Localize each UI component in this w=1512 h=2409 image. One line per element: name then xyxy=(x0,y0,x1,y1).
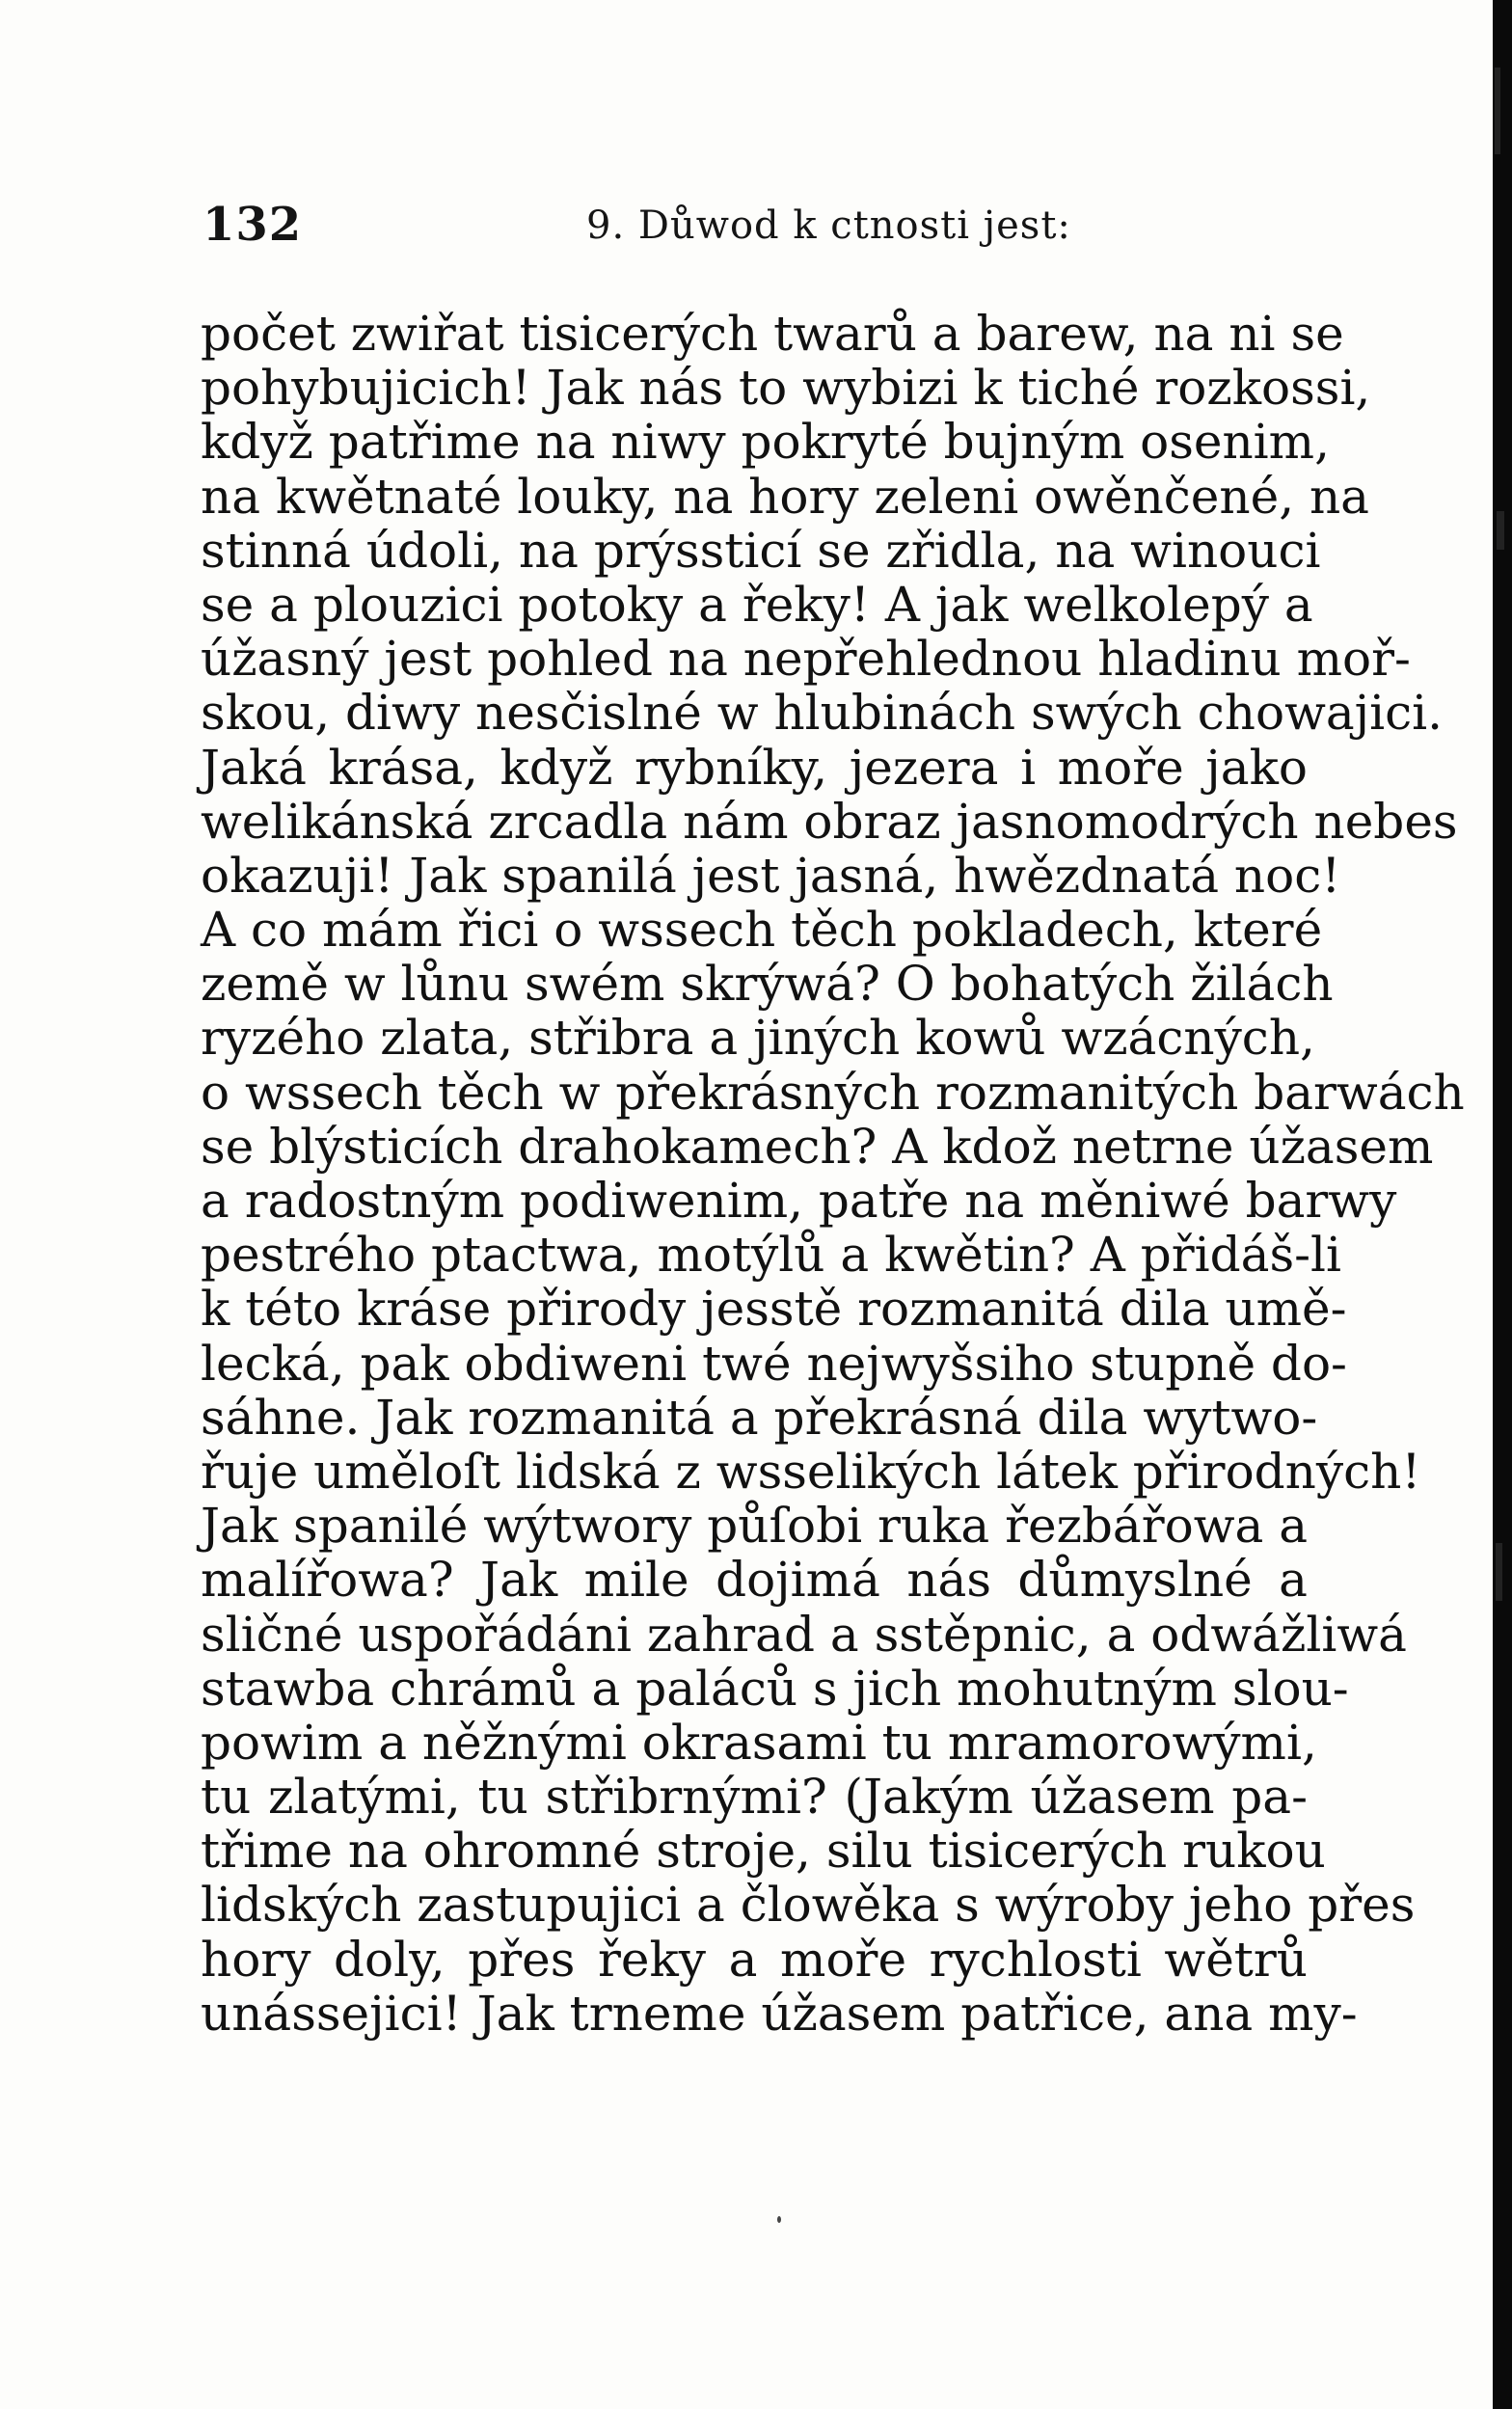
text-line: lecká, pak obdiweni twé nejwyšsiho stupně do- xyxy=(201,1335,1347,1392)
edge-mark xyxy=(1496,1543,1502,1601)
text-line: tu zlatými, tu střibrnými? (Jakým úžasem pa- xyxy=(201,1769,1308,1826)
text-line: pohybujicich! Jak nás to wybizi k tiché rozkossi, xyxy=(201,360,1371,417)
text-line: unássejici! Jak trneme úžasem patřice, ana my- xyxy=(201,1985,1358,2042)
text-line: o wssech těch w překrásných rozmanitých barwách xyxy=(201,1064,1465,1121)
text-line: ryzého zlata, střibra a jiných kowů wzácných, xyxy=(201,1010,1315,1067)
text-line: když patřime na niwy pokryté bujným osenim, xyxy=(201,414,1330,471)
text-line: se blýsticích drahokamech? A kdož netrne úžasem xyxy=(201,1118,1434,1175)
text-line: počet zwiřat tisicerých twarů a barew, na ni se xyxy=(201,306,1344,362)
text-line: malířowa? Jak mile dojimá nás důmyslné a xyxy=(201,1552,1308,1609)
text-line: na kwětnaté louky, na hory zeleni owěnčené, na xyxy=(201,468,1369,525)
text-line: skou, diwy nesčislné w hlubinách swých chowajici. xyxy=(201,685,1444,742)
text-line: hory doly, přes řeky a moře rychlosti wětrů xyxy=(201,1931,1308,1988)
text-line: stinná údoli, na prýssticí se zřidla, na winouci xyxy=(201,522,1321,579)
page-number: 132 xyxy=(202,198,303,252)
scan-border xyxy=(1493,0,1512,2409)
text-line: a radostným podiwenim, patře na měniwé barwy xyxy=(201,1173,1397,1229)
text-line: třime na ohromné stroje, silu tisicerých rukou xyxy=(201,1823,1326,1880)
edge-mark xyxy=(1495,68,1500,154)
running-head: 9. Důwod k ctnosti jest: xyxy=(586,203,1071,248)
text-line: Jaká krása, když rybníky, jezera i moře jako xyxy=(201,739,1308,796)
text-line: pestrého ptactwa, motýlů a kwětin? A přidáš-li xyxy=(201,1227,1342,1284)
text-line: se a plouzici potoky a řeky! A jak welkolepý a xyxy=(201,576,1313,633)
page-header xyxy=(202,198,1311,265)
text-line: lidských zastupujici a člowěka s wýroby jeho přes xyxy=(201,1877,1416,1934)
text-line: A co mám řici o wssech těch pokladech, které xyxy=(201,902,1323,959)
text-line: welikánská zrcadla nám obraz jasnomodrých nebes xyxy=(201,793,1458,850)
text-line: okazuji! Jak spanilá jest jasná, hwězdnatá noc! xyxy=(201,847,1341,904)
text-line: k této kráse přirody jesstě rozmanitá dila umě- xyxy=(201,1281,1347,1338)
text-line: řuje uměloſt lidská z wsselikých látek přirodných! xyxy=(201,1443,1421,1500)
text-line: úžasný jest pohled na nepřehlednou hladinu moř- xyxy=(201,631,1411,688)
ink-speck xyxy=(777,2216,781,2223)
text-line: země w lůnu swém skrýwá? O bohatých žilách xyxy=(201,956,1334,1013)
text-line: powim a něžnými okrasami tu mramorowými, xyxy=(201,1714,1317,1771)
text-line: sličné uspořádáni zahrad a sstěpnic, a odwážliwá xyxy=(201,1606,1407,1663)
text-line: sáhne. Jak rozmanitá a překrásná dila wytwo- xyxy=(201,1389,1318,1446)
text-line: Jak spanilé wýtwory půſobi ruka řezbářowa a xyxy=(201,1498,1309,1555)
text-line: stawba chrámů a paláců s jich mohutným slou- xyxy=(201,1660,1349,1717)
edge-mark xyxy=(1497,511,1504,550)
body-text xyxy=(201,306,1465,2042)
